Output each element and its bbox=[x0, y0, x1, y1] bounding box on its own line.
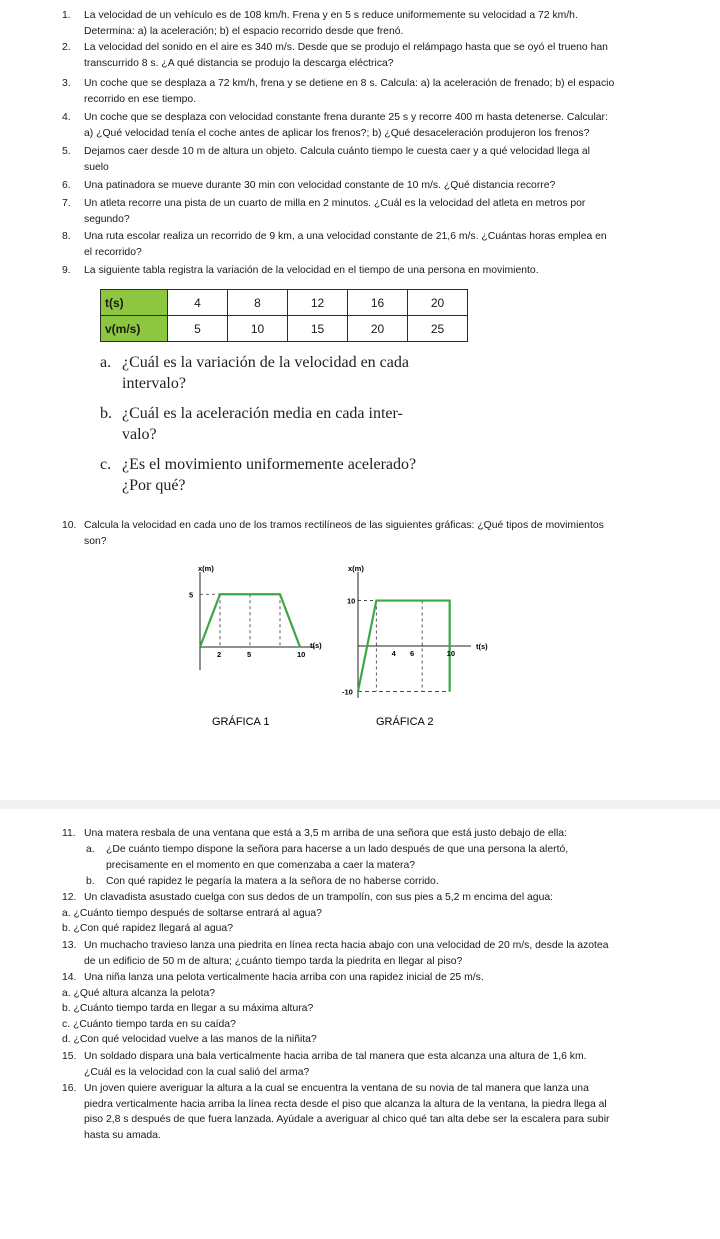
table-cell: 16 bbox=[348, 290, 408, 316]
item-text: ¿Es el movimiento uniformemente acelerado? bbox=[122, 456, 417, 473]
x-tick-label: 2 bbox=[217, 650, 222, 659]
x-tick-label: 4 bbox=[391, 649, 396, 658]
question-text: a) ¿Qué velocidad tenía el coche antes de aplicar los frenos?; b) ¿Qué desaceleración produjeron los frenos? bbox=[84, 127, 590, 139]
table-cell: 25 bbox=[408, 316, 468, 342]
question-text: Un coche que se desplaza a 72 km/h, frena y se detiene en 8 s. Calcula: a) la aceleración de frenado; b) el espacio bbox=[84, 78, 615, 89]
question-8 bbox=[62, 229, 692, 260]
question-text: piedra verticalmente hacia arriba la línea recta desde el piso que alcanza la altura de la ventana, la piedra llega al bbox=[84, 1098, 607, 1110]
question-text: La velocidad del sonido en el aire es 340 m/s. Desde que se produjo el relámpago hasta que se oyó el trueno han bbox=[84, 42, 608, 53]
x-axis-label: t(s) bbox=[476, 642, 488, 651]
question-number: 15. bbox=[62, 1051, 77, 1062]
chart-title: GRÁFICA 1 bbox=[212, 716, 270, 728]
item-label: c. bbox=[100, 456, 112, 473]
question-text: recorrido en ese tiempo. bbox=[84, 93, 197, 105]
chart-marks bbox=[189, 590, 305, 659]
question-text: de un edificio de 50 m de altura; ¿cuánto tiempo tarda la piedrita en llegar al piso? bbox=[84, 955, 463, 967]
item-label: b. bbox=[86, 876, 95, 887]
sub-question: c. ¿Cuánto tiempo tarda en su caída? bbox=[62, 1018, 236, 1030]
question-text: hasta su amada. bbox=[84, 1129, 161, 1141]
question-number: 11. bbox=[62, 828, 76, 839]
question-text: La velocidad de un vehículo es de 108 km/h. Frena y en 5 s reduce uniformemente su velocidad a 72 km/h. bbox=[84, 10, 578, 21]
question-1 bbox=[62, 8, 692, 39]
position-time-chart-1 bbox=[180, 560, 340, 740]
question-number: 13. bbox=[62, 940, 77, 951]
item-text: precisamente en el momento en que comenzaba a caer la matera? bbox=[106, 859, 416, 871]
y-axis-label: x(m) bbox=[198, 564, 214, 573]
table-cell: 5 bbox=[168, 316, 228, 342]
question-7 bbox=[62, 196, 692, 227]
y-tick-label: 5 bbox=[189, 590, 194, 600]
item-text: intervalo? bbox=[122, 375, 186, 392]
question-6 bbox=[62, 178, 692, 194]
page-divider bbox=[0, 800, 720, 809]
question-9 bbox=[62, 263, 692, 279]
table-cell: 20 bbox=[408, 290, 468, 316]
x-tick-label: 5 bbox=[247, 650, 252, 659]
question-text: ¿Cuál es la velocidad con la cual salió del arma? bbox=[84, 1066, 310, 1078]
question-number: 12. bbox=[62, 892, 77, 903]
sub-question: b. ¿Con qué rapidez llegará al agua? bbox=[62, 923, 233, 935]
item-text: ¿Cuál es la aceleración media en cada inter- bbox=[122, 405, 403, 422]
item-text: Con qué rapidez le pegaría la matera a la señora de no haberse corrido. bbox=[106, 876, 439, 887]
question-5 bbox=[62, 144, 692, 175]
question-16 bbox=[62, 1081, 692, 1143]
table-cell: 20 bbox=[348, 316, 408, 342]
sub-question: a. ¿Qué altura alcanza la pelota? bbox=[62, 987, 216, 999]
question-number: 2. bbox=[62, 42, 71, 53]
question-number: 1. bbox=[62, 10, 71, 21]
item-text: ¿De cuánto tiempo dispone la señora para hacerse a un lado después de que una persona la alertó, bbox=[106, 844, 569, 855]
question-number: 14. bbox=[62, 972, 77, 983]
question-text: el recorrido? bbox=[84, 246, 142, 258]
velocity-time-table bbox=[100, 289, 468, 342]
table-cell: 10 bbox=[228, 316, 288, 342]
question-text: Un joven quiere averiguar la altura a la cual se encuentra la ventana de su novia de tal manera que lanza una bbox=[84, 1083, 589, 1094]
question-number: 10. bbox=[62, 520, 77, 531]
question-text: Un muchacho travieso lanza una piedrita en línea recta hacia abajo con una velocidad de 20 m/s, desde la azotea bbox=[84, 940, 609, 951]
question-number: 16. bbox=[62, 1083, 77, 1094]
question-text: piso 2,8 s después de que fuera lanzada. Ayúdale a averiguar al chico qué tan alta debe ser la escalera para subir bbox=[84, 1114, 610, 1126]
x-tick-label: 10 bbox=[297, 650, 306, 659]
y-tick-label: -10 bbox=[342, 687, 353, 697]
chart-title: GRÁFICA 2 bbox=[376, 716, 434, 728]
sub-question: a. ¿Cuánto tiempo después de soltarse entrará al agua? bbox=[62, 907, 322, 919]
y-tick-label: 10 bbox=[347, 596, 356, 606]
item-label: a. bbox=[86, 844, 95, 855]
table-cell: 12 bbox=[288, 290, 348, 316]
question-text: Un atleta recorre una pista de un cuarto de milla en 2 minutos. ¿Cuál es la velocidad del atleta en metros por bbox=[84, 198, 586, 209]
table-header-cell: t(s) bbox=[101, 290, 168, 316]
question-12 bbox=[62, 890, 692, 937]
question-text: Una ruta escolar realiza un recorrido de 9 km, a una velocidad constante de 21,6 m/s. ¿Cuántas horas emplea en bbox=[84, 231, 607, 242]
question-text: transcurrido 8 s. ¿A qué distancia se produjo la descarga eléctrica? bbox=[84, 57, 394, 69]
position-time-chart-2 bbox=[336, 560, 506, 740]
q9-item-b bbox=[100, 403, 460, 445]
table-cell: 15 bbox=[288, 316, 348, 342]
sub-question: b. ¿Cuánto tiempo tarda en llegar a su máxima altura? bbox=[62, 1003, 314, 1015]
question-number: 4. bbox=[62, 112, 71, 123]
question-number: 6. bbox=[62, 180, 71, 191]
question-text: son? bbox=[84, 535, 107, 547]
item-label: b. bbox=[100, 405, 112, 422]
question-number: 3. bbox=[62, 78, 71, 89]
question-text: Un clavadista asustado cuelga con sus dedos de un trampolín, con sus pies a 5,2 m encima del agua: bbox=[84, 892, 554, 903]
question-text: Determina: a) la aceleración; b) el espacio recorrido desde que frenó. bbox=[84, 25, 404, 37]
table-row bbox=[101, 316, 468, 342]
item-text: valo? bbox=[122, 426, 157, 443]
table-cell: 4 bbox=[168, 290, 228, 316]
q9-item-a bbox=[100, 352, 460, 394]
question-11-b bbox=[86, 874, 686, 890]
question-11-a bbox=[86, 842, 686, 873]
table-cell: 8 bbox=[228, 290, 288, 316]
question-text: La siguiente tabla registra la variación de la velocidad en el tiempo de una persona en movimiento. bbox=[84, 265, 539, 276]
question-3 bbox=[62, 76, 692, 107]
question-text: Una matera resbala de una ventana que está a 3,5 m arriba de una señora que está justo debajo de ella: bbox=[84, 828, 567, 839]
x-tick-label: 6 bbox=[410, 649, 415, 658]
y-axis-label: x(m) bbox=[348, 564, 364, 573]
question-text: Calcula la velocidad en cada uno de los tramos rectilíneos de las siguientes gráficas: ¿Qué tipos de movimientos bbox=[84, 520, 604, 531]
question-text: segundo? bbox=[84, 213, 130, 225]
question-text: suelo bbox=[84, 161, 109, 173]
question-text: Un soldado dispara una bala verticalmente hacia arriba de tal manera que esta alcanza una altura de 1,6 km. bbox=[84, 1051, 587, 1062]
item-text: ¿Cuál es la variación de la velocidad en cada bbox=[122, 354, 409, 371]
item-text: ¿Por qué? bbox=[122, 477, 186, 494]
x-tick-label: 10 bbox=[446, 649, 456, 658]
question-number: 8. bbox=[62, 231, 71, 242]
question-15 bbox=[62, 1049, 692, 1080]
question-10 bbox=[62, 518, 692, 549]
table-row bbox=[101, 290, 468, 316]
question-text: Una niña lanza una pelota verticalmente hacia arriba con una rapidez inicial de 25 m/s. bbox=[84, 972, 484, 983]
question-text: Dejamos caer desde 10 m de altura un objeto. Calcula cuánto tiempo le cuesta caer y a qué velocidad llega al bbox=[84, 146, 590, 157]
question-2 bbox=[62, 40, 692, 71]
question-number: 9. bbox=[62, 265, 71, 276]
q9-item-c bbox=[100, 454, 460, 496]
x-axis-label: t(s) bbox=[310, 641, 322, 650]
question-13 bbox=[62, 938, 692, 969]
question-text: Un coche que se desplaza con velocidad constante frena durante 25 s y recorre 400 m hasta detenerse. Calcular: bbox=[84, 112, 608, 123]
question-number: 7. bbox=[62, 198, 71, 209]
question-number: 5. bbox=[62, 146, 71, 157]
question-11 bbox=[62, 826, 692, 842]
question-text: Una patinadora se mueve durante 30 min con velocidad constante de 10 m/s. ¿Qué distancia recorre? bbox=[84, 180, 556, 191]
sub-question: d. ¿Con qué velocidad vuelve a las manos de la niñita? bbox=[62, 1034, 317, 1046]
table-header-cell: v(m/s) bbox=[101, 316, 168, 342]
question-4 bbox=[62, 110, 692, 141]
question-14 bbox=[62, 970, 692, 1048]
item-label: a. bbox=[100, 354, 112, 371]
